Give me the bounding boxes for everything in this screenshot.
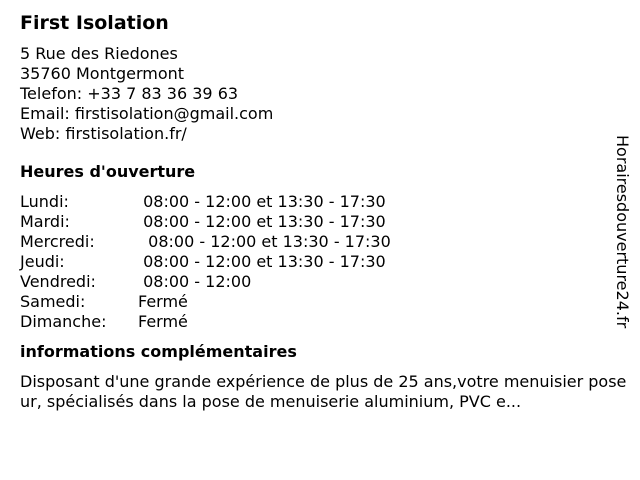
hours-day: Lundi:: [20, 192, 69, 211]
hours-time: Fermé: [138, 292, 188, 311]
hours-row: [20, 292, 620, 312]
web-label: Web:: [20, 124, 61, 143]
hours-table: [20, 192, 620, 332]
hours-row: [20, 272, 620, 292]
phone-number[interactable]: +33 7 83 36 39 63: [87, 84, 239, 103]
hours-time: 08:00 - 12:00 et 13:30 - 17:30: [138, 212, 386, 231]
email-label: Email:: [20, 104, 70, 123]
info-description: Disposant d'une grande expérience de plus de 25 ans,votre menuisier poseur, spécialisés dans la pose de menuiserie aluminium, PVC e...: [20, 372, 627, 411]
hours-row: [20, 232, 620, 252]
watermark-text: Horairesdouverture24.fr: [613, 135, 632, 329]
hours-row: [20, 192, 620, 212]
hours-day: Samedi:: [20, 292, 86, 311]
web-link[interactable]: firstisolation.fr/: [65, 124, 187, 143]
web-line: [20, 124, 620, 144]
hours-time: 08:00 - 12:00 et 13:30 - 17:30: [138, 192, 386, 211]
email-line: [20, 104, 620, 124]
business-name: First Isolation: [20, 12, 169, 34]
hours-day: Mercredi:: [20, 232, 95, 251]
hours-day: Vendredi:: [20, 272, 96, 291]
hours-day: Dimanche:: [20, 312, 107, 331]
hours-day: Jeudi:: [20, 252, 65, 271]
info-heading: informations complémentaires: [20, 342, 297, 361]
hours-time: Fermé: [138, 312, 188, 331]
hours-row: [20, 252, 620, 272]
hours-time: 08:00 - 12:00: [138, 272, 252, 291]
hours-time: 08:00 - 12:00 et 13:30 - 17:30: [138, 232, 391, 251]
hours-day: Mardi:: [20, 212, 70, 231]
hours-time: 08:00 - 12:00 et 13:30 - 17:30: [138, 252, 386, 271]
phone-line: [20, 84, 620, 104]
hours-row: [20, 212, 620, 232]
hours-heading: Heures d'ouverture: [20, 162, 196, 181]
address-line-2: 35760 Montgermont: [20, 64, 185, 83]
email-address[interactable]: firstisolation@gmail.com: [74, 104, 274, 123]
address-line-1: 5 Rue des Riedones: [20, 44, 178, 63]
hours-row: [20, 312, 620, 332]
phone-label: Telefon:: [20, 84, 83, 103]
